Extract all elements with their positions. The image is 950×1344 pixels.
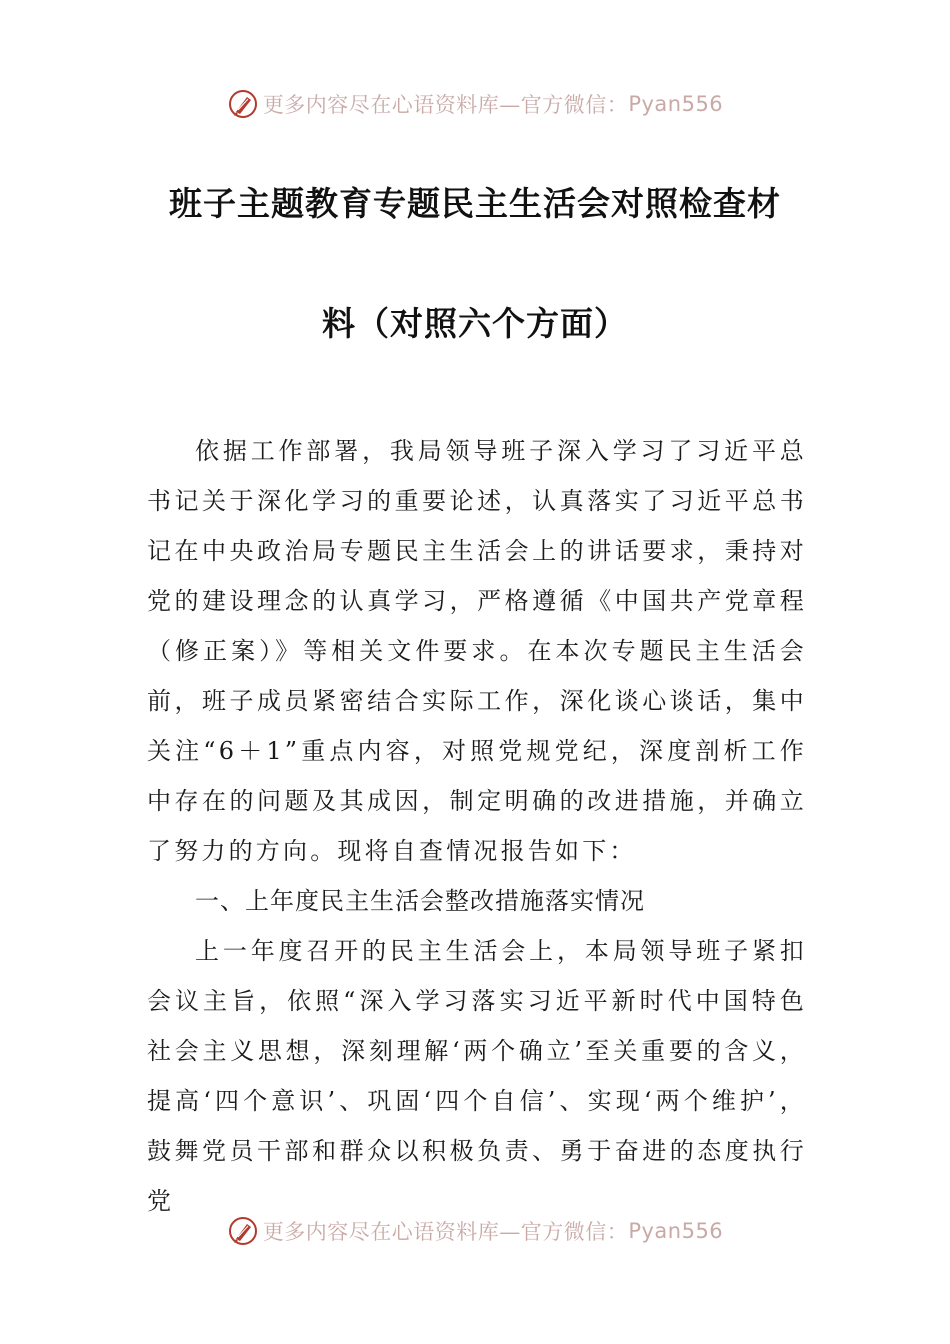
section-heading-1: 一、上年度民主生活会整改措施落实情况 xyxy=(195,887,645,915)
document-title-line-2: 料（对照六个方面） xyxy=(322,304,628,343)
watermark-wechat-id: Pyan556 xyxy=(628,92,724,116)
paragraph-section-1: 上一年度召开的民主生活会上，本局领导班子紧扣会议主旨，依照“深入学习落实习近平新时代中国特色社会主义思想，深刻理解‘两个确立’至关重要的含义，提高‘四个意识’、巩固‘四个自信’、实现‘两个维护’，鼓舞党员干部和群众以积极负责、勇于奋进的态度执行党 xyxy=(147,937,807,1215)
pen-nib-icon xyxy=(227,1215,259,1247)
document-title-line-1: 班子主题教育专题民主生活会对照检查材 xyxy=(169,184,781,223)
document-body xyxy=(147,426,807,1226)
watermark-wechat-id: Pyan556 xyxy=(628,1219,724,1243)
watermark-banner-top xyxy=(0,84,950,124)
watermark-banner-bottom xyxy=(0,1211,950,1251)
watermark-text: 更多内容尽在心语资料库—官方微信： xyxy=(262,1220,629,1244)
paragraph-intro: 依据工作部署，我局领导班子深入学习了习近平总书记关于深化学习的重要论述，认真落实了习近平总书记在中央政治局专题民主生活会上的讲话要求，秉持对党的建设理念的认真学习，严格遵循《中国共产党章程（修正案）》等相关文件要求。在本次专题民主生活会前，班子成员紧密结合实际工作，深化谈心谈话，集中关注“6＋1”重点内容，对照党规党纪，深度剖析工作中存在的问题及其成因，制定明确的改进措施，并确立了努力的方向。现将自查情况报告如下： xyxy=(147,437,807,865)
pen-nib-icon xyxy=(227,88,259,120)
watermark-text: 更多内容尽在心语资料库—官方微信： xyxy=(262,93,629,117)
